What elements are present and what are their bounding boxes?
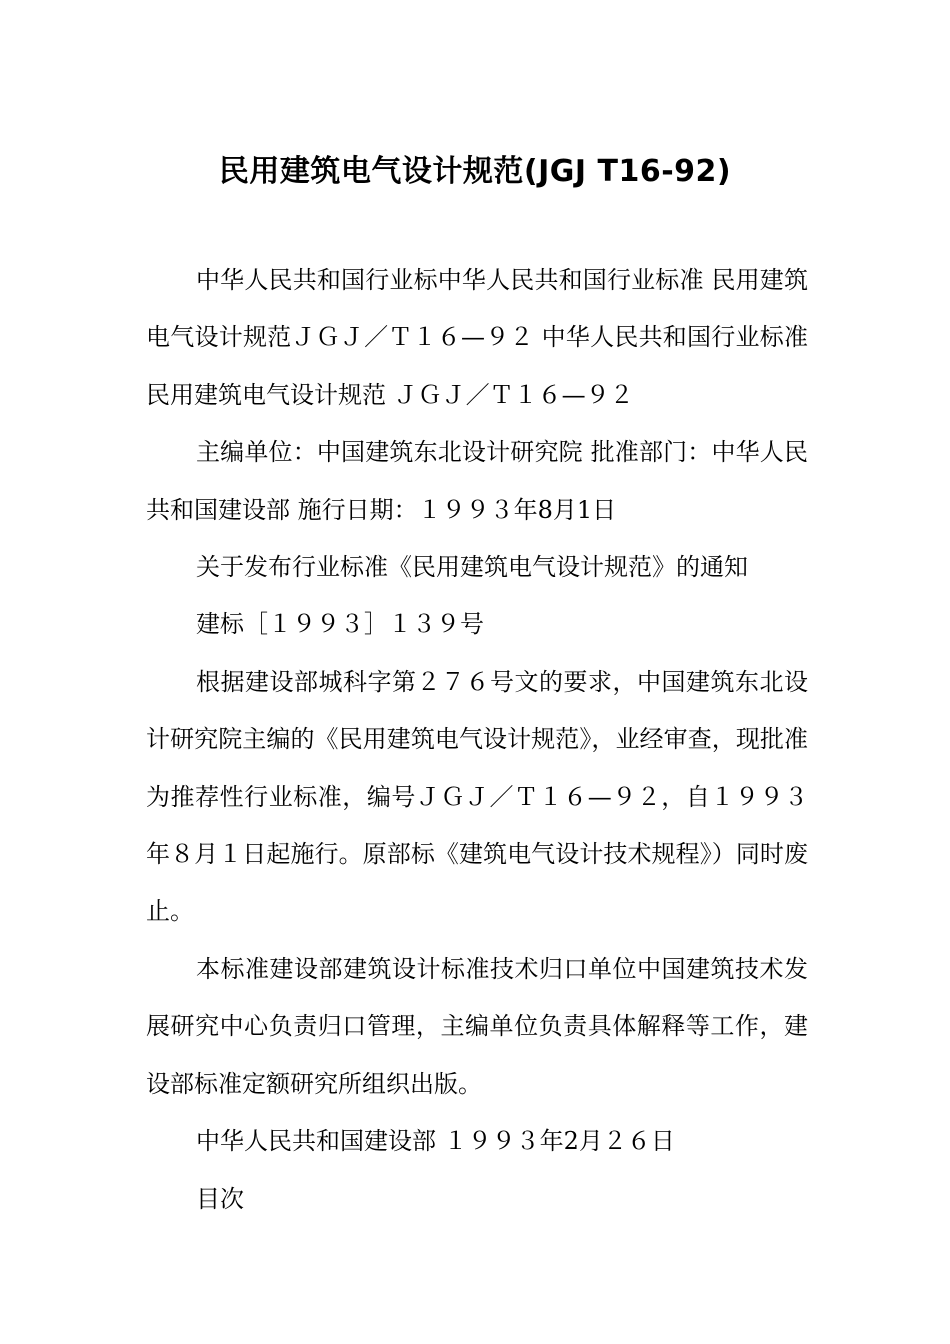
notice-title-paragraph: 关于发布行业标准《民用建筑电气设计规范》的通知 bbox=[196, 553, 748, 582]
issuer-date-paragraph: 中华人民共和国建设部 １９９３年2月２６日 bbox=[196, 1127, 675, 1156]
editor-info-paragraph: 主编单位：中国建筑东北设计研究院 批准部门：中华人民共和国建设部 施行日期：１９９３年8月1日 bbox=[146, 438, 808, 524]
document-body bbox=[146, 252, 808, 1228]
contents-heading: 目次 bbox=[196, 1184, 244, 1213]
intro-paragraph: 中华人民共和国行业标中华人民共和国行业标准 民用建筑电气设计规范ＪＧＪ／Ｔ１６—９２ 中华人民共和国行业标准 民用建筑电气设计规范 ＪＧＪ／Ｔ１６—９２ bbox=[146, 266, 808, 409]
document-title: 民用建筑电气设计规范(JGJ T16-92) bbox=[218, 154, 732, 190]
management-paragraph: 本标准建设部建筑设计标准技术归口单位中国建筑技术发展研究中心负责归口管理，主编单位负责具体解释等工作，建设部标准定额研究所组织出版。 bbox=[146, 954, 808, 1098]
document-number-paragraph: 建标［１９９３］１３９号 bbox=[196, 610, 484, 639]
approval-paragraph: 根据建设部城科字第２７６号文的要求，中国建筑东北设计研究院主编的《民用建筑电气设计规范》，业经审查，现批准为推荐性行业标准，编号ＪＧＪ／Ｔ１６—９２，自１９９３年８月１日起施行。原部标《建筑电气设计技术规程》）同时废止。 bbox=[146, 667, 808, 926]
